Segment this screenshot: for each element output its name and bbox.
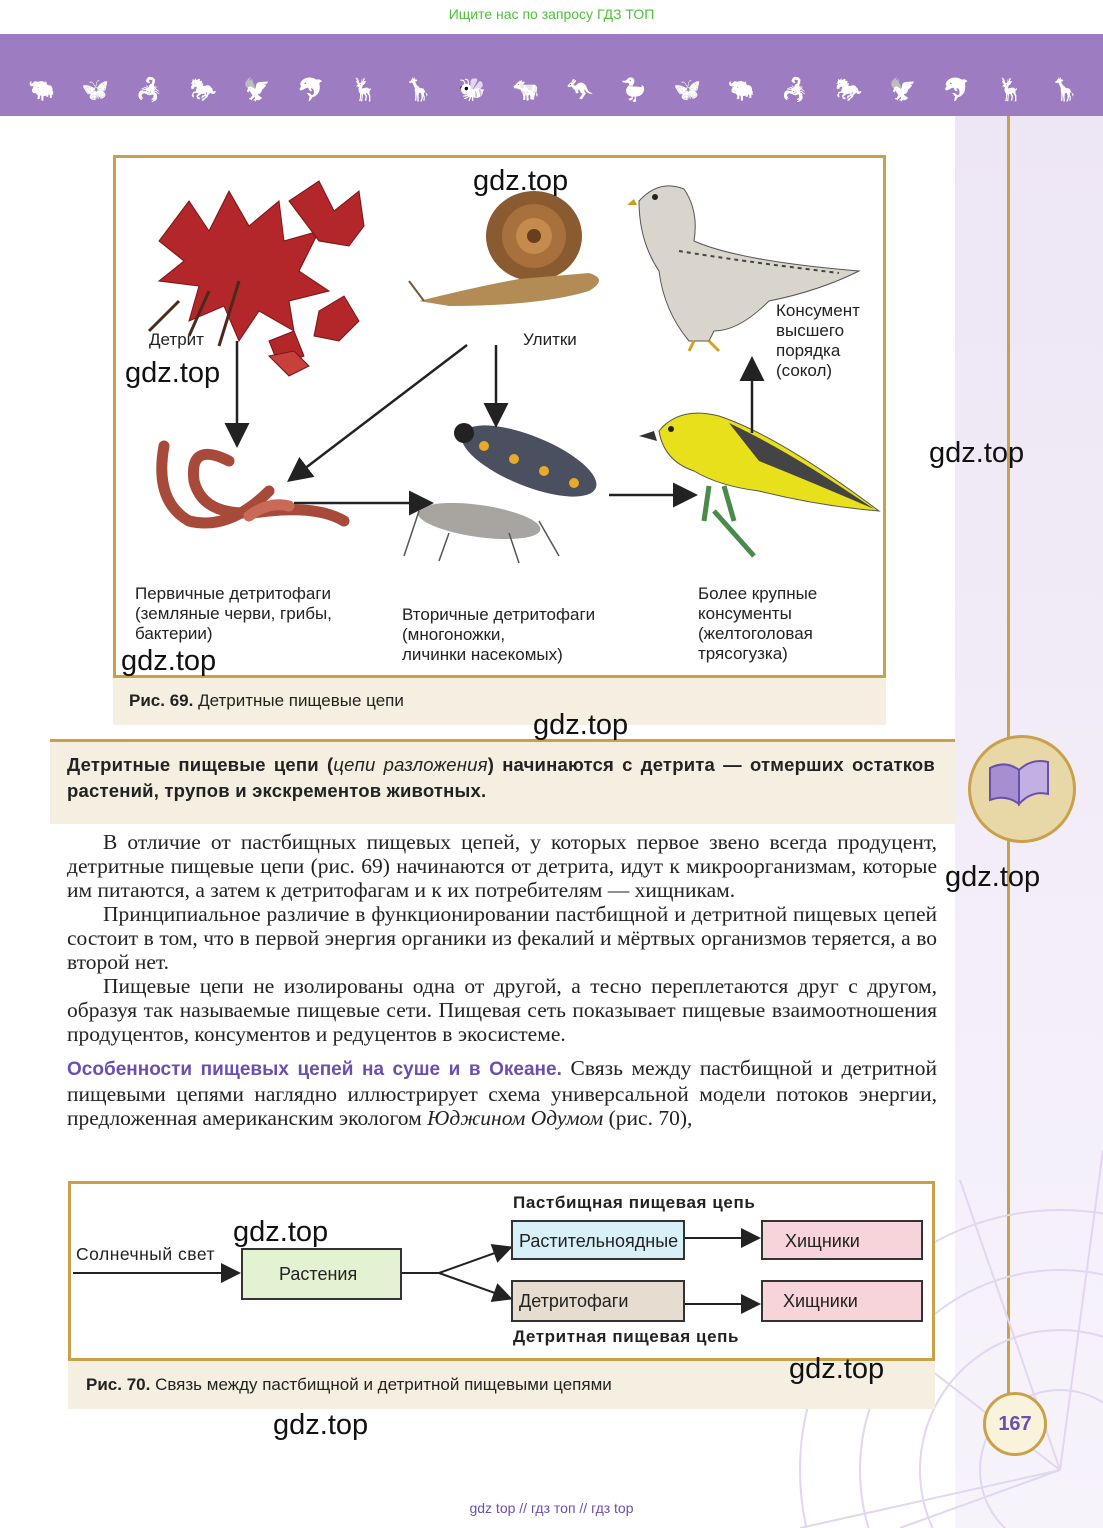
- grazing-chain-title: Пастбищная пищевая цепь: [513, 1193, 756, 1212]
- detritivores-box: Детритофаги: [511, 1280, 685, 1322]
- snail-image: [409, 191, 599, 306]
- energy-flow-arrows: [71, 1184, 932, 1358]
- animal-silhouette-icon: 🦂: [781, 77, 809, 103]
- paragraph-1: В отличие от пастбищных пищевых цепей, у которых первое звено всегда продуцент, детритные пищевые цепи (рис. 69) начинаются от детрита, идут к микроорганизмам, которые им питаются, а затем к детритофагам и к их потребителям — хищникам.: [67, 830, 937, 902]
- plants-box: Растения: [241, 1248, 402, 1300]
- wagtail-image: [639, 413, 879, 556]
- watermark: gdz.top: [473, 165, 569, 197]
- label-snails: Улитки: [523, 330, 577, 349]
- animal-silhouette-icon: 🦘: [566, 77, 594, 103]
- figure-70-frame: [68, 1181, 935, 1361]
- definition-alt-open: (: [318, 754, 334, 775]
- animal-silhouette-icon: 🐃: [727, 77, 755, 103]
- label-primary-detritivores: Первичные детритофаги (земляные черви, грибы, бактерии): [135, 584, 332, 643]
- animal-silhouette-icon: 🐎: [189, 77, 217, 103]
- paragraph-2: Принципиальное различие в функционировании пастбищной и детритной пищевых цепей состоит в том, что в первой энергия органики из фекалий и мёртвых организмов теряется, а во второй нет.: [67, 902, 937, 974]
- animal-silhouette-icon: 🦋: [81, 77, 110, 103]
- animal-silhouette-icon: 🐬: [942, 77, 971, 103]
- watermark: gdz.top: [273, 1409, 369, 1441]
- figure-69-caption-num: Рис. 69.: [129, 691, 194, 710]
- millipede-image: [404, 497, 559, 563]
- figure-70-caption-num: Рис. 70.: [86, 1375, 151, 1394]
- sunlight-label: Солнечный свет: [76, 1244, 216, 1264]
- footer-note: gdz top // гдз топ // гдз top: [469, 1500, 634, 1516]
- watermark: gdz.top: [929, 437, 1025, 469]
- odum-name: Юджином Одумом: [427, 1106, 604, 1130]
- label-top-consumer: Консумент высшего порядка (сокол): [776, 301, 860, 380]
- watermark: gdz.top: [121, 645, 217, 677]
- watermark: gdz.top: [533, 709, 629, 741]
- page-number: 167: [983, 1392, 1047, 1456]
- animal-silhouette-icon: 🦒: [404, 77, 433, 103]
- animal-silhouette-icon: 🦆: [619, 77, 648, 103]
- animal-silhouette-icon: 🐝: [458, 77, 486, 103]
- label-detritus: Детрит: [149, 330, 204, 349]
- paragraph-4-text-a: Связь между пастбищной и детритной пищевыми цепями наглядно иллюстрирует схема универсальной модели потоков энергии, предложенная американским экологом: [67, 1056, 937, 1130]
- insect-larva-image: [453, 411, 605, 511]
- paragraph-3: Пищевые цепи не изолированы одна от другой, а тесно переплетаются друг с другом, образуя так называемые пищевые сети. Пищевая сеть показывает пищевые взаимоотношения продуцентов, консументов и редуцентов в экосистеме.: [67, 974, 937, 1046]
- label-secondary-detritivores: Вторичные детритофаги (многоножки, личинки насекомых): [402, 605, 596, 664]
- animal-silhouette-icon: 🦂: [135, 77, 164, 103]
- definition-alt: цепи разложения: [333, 754, 488, 775]
- predators-box-detrital: Хищники: [761, 1280, 923, 1322]
- figure-70-caption: [86, 1375, 612, 1395]
- paragraph-4: [67, 1056, 937, 1130]
- top-note: Ищите нас по запросу ГДЗ ТОП: [448, 6, 655, 22]
- open-book-icon: [986, 756, 1052, 808]
- detrital-chain-title: Детритная пищевая цепь: [513, 1327, 740, 1346]
- watermark: gdz.top: [125, 357, 221, 389]
- predators-box-grazing: Хищники: [761, 1220, 923, 1260]
- figure-70-caption-text: Связь между пастбищной и детритной пищевыми цепями: [155, 1375, 612, 1394]
- section-subheading: Особенности пищевых цепей на суше и в Океане.: [67, 1059, 562, 1080]
- figure-69-frame: [113, 155, 886, 678]
- watermark: gdz.top: [945, 861, 1041, 893]
- figure-69-caption-text: Детритные пищевые цепи: [198, 691, 404, 710]
- animal-silhouette-icon: 🐬: [297, 77, 325, 103]
- watermark: gdz.top: [789, 1353, 885, 1385]
- animal-silhouette-icon: 🐃: [28, 77, 56, 103]
- animal-silhouette-icon: 🦋: [673, 77, 702, 103]
- animal-silhouette-icon: 🐎: [835, 77, 863, 103]
- earthworm-image: [162, 446, 344, 523]
- animal-silhouette-icon: 🐄: [512, 77, 540, 103]
- definition-rest: начинаются с детрита — отмерших остатков растений, трупов и экскрементов животных.: [67, 754, 935, 801]
- definition-term: Детритные пищевые цепи: [67, 754, 319, 775]
- body-text: [67, 830, 937, 1130]
- figure-69: [113, 155, 886, 725]
- paragraph-4-text-b: (рис. 70),: [603, 1106, 693, 1130]
- animal-silhouette-icon: 🦅: [889, 77, 917, 103]
- animal-silhouette-icon: 🦌: [350, 77, 379, 103]
- animal-silhouette-icon: 🦅: [243, 77, 271, 103]
- animal-silhouette-row: [28, 72, 1078, 108]
- watermark: gdz.top: [233, 1216, 329, 1248]
- animal-silhouette-icon: 🦌: [996, 77, 1025, 103]
- figure-69-caption: [129, 691, 404, 711]
- label-larger-consumers: Более крупные консументы (желтоголовая трясогузка): [698, 584, 818, 663]
- animal-silhouette-icon: 🦒: [1050, 77, 1078, 103]
- definition-alt-close: ): [487, 754, 495, 775]
- herbivores-box: Растительноядные: [511, 1220, 685, 1260]
- definition-text: [67, 752, 935, 804]
